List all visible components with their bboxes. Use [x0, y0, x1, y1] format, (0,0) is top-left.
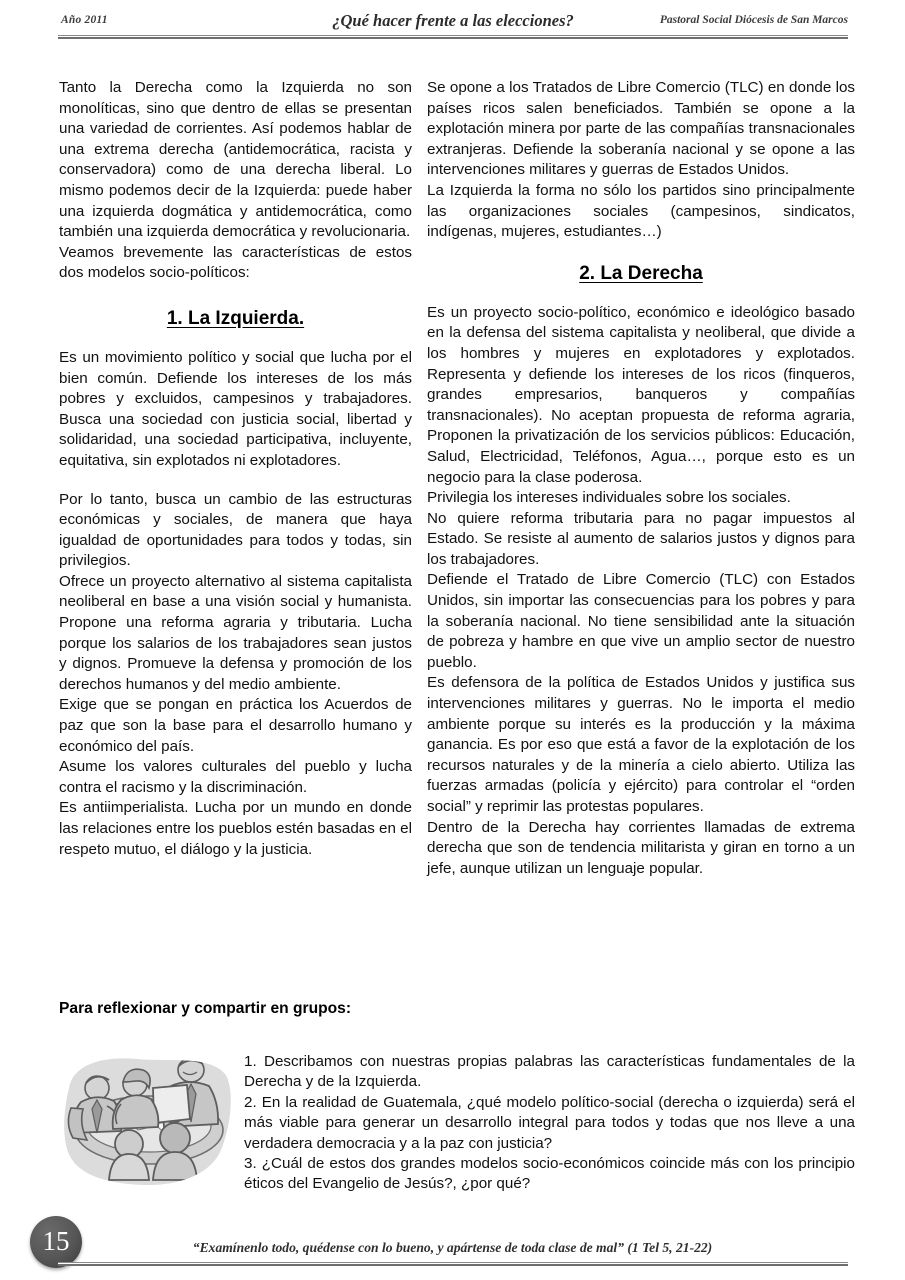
page-number-badge: 15: [30, 1216, 82, 1268]
header-year: Año 2011: [61, 14, 108, 26]
header-title: ¿Qué hacer frente a las elecciones?: [332, 11, 574, 30]
header-publisher: Pastoral Social Diócesis de San Marcos: [659, 14, 848, 26]
reflection-question-3: 3. ¿Cuál de estos dos grandes modelos socio-económicos coincide más con los principio éticos del Evangelio de Jesús?, ¿por qué?: [244, 1155, 855, 1193]
group-discussion-illustration: [59, 1052, 237, 1194]
paragraph: Es un proyecto socio-político, económico e ideológico basado en la defensa del sistema capitalista y neoliberal, que divide a los hombres y mujeres en explotadores y explotados. Representa y defiende los intereses de los ricos (finqueros, grandes empresarios, banqueros y compañías transnacionales). No aceptan propuesta de reforma agraria, Proponen la privatización de los servicios públicos: Educación, Salud, Electricidad, Teléfonos, Agua…, porque esto es un negocio para la clase poderosa.: [427, 303, 855, 486]
reflection-question-2: 2. En la realidad de Guatemala, ¿qué modelo político-social (derecha o izquierda) será el más viable para generar un desarrollo integral para todos y todas que nos lleve a una verdadera democracia y a la paz con justicia?: [244, 1093, 855, 1152]
paragraph: Es un movimiento político y social que lucha por el bien común. Defiende los intereses de los más pobres y excluidos, campesinos y trabajadores. Busca una sociedad con justicia social, libertad y solidaridad, una sociedad participativa, incluyente, equitativa, sin explotados ni explotadores.: [59, 348, 412, 469]
paragraph: Ofrece un proyecto alternativo al sistema capitalista neoliberal en base a una visión social y humanista. Propone una reforma agraria y tributaria. Lucha porque los salarios de los trabajadores sean justos y dignos. Promueve la defensa y promoción de los derechos humanos y del medio ambiente.: [59, 572, 412, 693]
header-row: [58, 11, 848, 32]
paragraph: Es defensora de la política de Estados Unidos y justifica sus intervenciones militares y guerras. No le importa el medio ambiente porque su interés es la producción y la máxima ganancia. Es por eso que está a favor de la explotación de los recursos naturales y de la minería a cielo abierto. Utiliza las fuerzas armadas (policía y ejército) para controlar el “orden social” y reprimir las protestas populares.: [427, 674, 855, 815]
header-divider-rule: [58, 35, 848, 39]
paragraph: Tanto la Derecha como la Izquierda no son monolíticas, sino que dentro de ellas se presentan una variedad de corrientes. Así podemos hablar de una extrema derecha (antidemocrática, racista y conservadora) como de una derecha liberal. Lo mismo podemos decir de la Izquierda: puede haber una izquierda dogmática y antidemocrática, como también una izquierda democrática y revolucionaria.: [59, 79, 412, 241]
paragraph: Exige que se pongan en práctica los Acuerdos de paz que son la base para el desarrollo humano y económico del país.: [59, 696, 412, 755]
footer-divider-rule: [58, 1262, 848, 1266]
page-header: [58, 11, 848, 48]
left-column: [59, 78, 412, 860]
paragraph: Se opone a los Tratados de Libre Comercio (TLC) en donde los países ricos salen beneficiados. También se opone a la explotación minera por parte de las compañías transnacionales extranjeras. Defiende la soberanía nacional y se opone a las intervenciones militares y guerras de Estados Unidos.: [427, 79, 855, 179]
footer-quote: “Examínenlo todo, quédense con lo bueno, y apártense de toda clase de mal” (1 Tel 5, 21-22): [192, 1240, 713, 1255]
paragraph: Es antiimperialista. Lucha por un mundo en donde las relaciones entre los pueblos estén basadas en el respeto mutuo, el diálogo y la justicia.: [59, 799, 412, 858]
paragraph: Asume los valores culturales del pueblo y lucha contra el racismo y la discriminación.: [59, 758, 412, 796]
reflection-title: Para reflexionar y compartir en grupos:: [59, 1000, 352, 1017]
paragraph: La Izquierda la forma no sólo los partidos sino principalmente las organizaciones sociales (campesinos, sindicatos, indígenas, mujeres, estudiantes…): [427, 181, 855, 241]
section-heading-izquierda: 1. La Izquierda.: [166, 307, 305, 329]
paragraph: Por lo tanto, busca un cambio de las estructuras económicas y sociales, de manera que haya igualdad de oportunidades para todos y todas, sin privilegios.: [59, 490, 412, 570]
paragraph: Defiende el Tratado de Libre Comercio (TLC) con Estados Unidos, sin importar las consecuencias para los pobres y para la soberanía nacional. No tiene sensibilidad ante la situación de pobreza y hambre en que vive un amplio sector de nuestro pueblo.: [427, 571, 855, 671]
paragraph: Privilegia los intereses individuales sobre los sociales.: [427, 489, 791, 507]
paragraph: Veamos brevemente las características de estos dos modelos socio-políticos:: [59, 243, 412, 282]
paragraph: Dentro de la Derecha hay corrientes llamadas de extrema derecha que son de tendencia militarista y giran en torno a un jefe, aunque utilizan un lenguaje popular.: [427, 818, 855, 877]
right-column: [427, 78, 855, 879]
paragraph: No quiere reforma tributaria para no pagar impuestos al Estado. Se resiste al aumento de salarios justos y dignos para los trabajadores.: [427, 509, 855, 568]
reflection-question-1: 1. Describamos con nuestras propias palabras las características fundamentales de la Derecha y de la Izquierda.: [244, 1053, 855, 1091]
reflection-questions: [244, 1052, 855, 1195]
section-heading-derecha: 2. La Derecha: [579, 262, 703, 284]
